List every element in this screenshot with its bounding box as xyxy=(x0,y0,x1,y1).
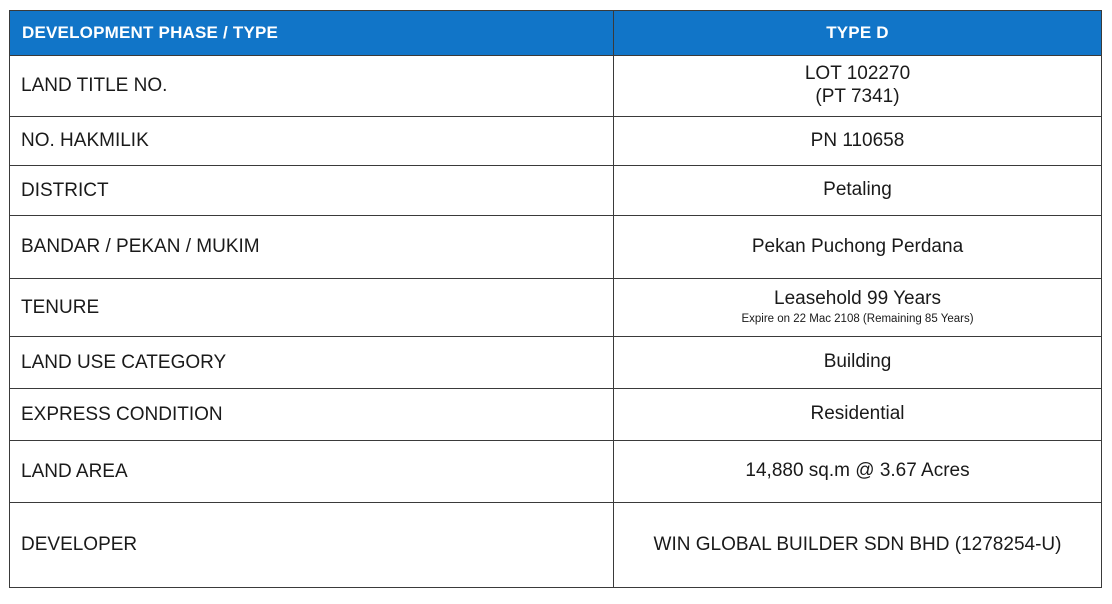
row-value-express: Residential xyxy=(614,389,1102,441)
table-row xyxy=(10,389,1102,441)
row-value-district: Petaling xyxy=(614,166,1102,216)
row-value-land-title xyxy=(614,56,1102,117)
land-title-lot: LOT 102270 xyxy=(804,63,911,85)
land-title-pt: (PT 7341) xyxy=(815,86,900,107)
row-label-district: DISTRICT xyxy=(10,166,614,216)
table-row xyxy=(10,279,1102,337)
table-row xyxy=(10,56,1102,117)
row-value-hakmilik: PN 110658 xyxy=(614,117,1102,166)
table-row xyxy=(10,503,1102,588)
table-row xyxy=(10,441,1102,503)
row-label-developer: DEVELOPER xyxy=(10,503,614,588)
row-value-developer: WIN GLOBAL BUILDER SDN BHD (1278254-U) xyxy=(614,503,1102,588)
row-label-land-use: LAND USE CATEGORY xyxy=(10,337,614,389)
table-row xyxy=(10,216,1102,279)
table-row xyxy=(10,117,1102,166)
table-row xyxy=(10,337,1102,389)
tenure-value: Leasehold 99 Years xyxy=(774,288,941,310)
row-value-land-use: Building xyxy=(614,337,1102,389)
row-label-bandar: BANDAR / PEKAN / MUKIM xyxy=(10,216,614,279)
tenure-note: Expire on 22 Mac 2108 (Remaining 85 Years) xyxy=(741,313,974,325)
header-type-d: TYPE D xyxy=(614,11,1102,56)
row-label-hakmilik: NO. HAKMILIK xyxy=(10,117,614,166)
table-header xyxy=(10,11,1102,56)
row-label-land-title: LAND TITLE NO. xyxy=(10,56,614,117)
header-phase-type: DEVELOPMENT PHASE / TYPE xyxy=(10,11,614,56)
row-value-tenure xyxy=(614,279,1102,337)
row-label-express: EXPRESS CONDITION xyxy=(10,389,614,441)
row-label-land-area: LAND AREA xyxy=(10,441,614,503)
row-value-bandar: Pekan Puchong Perdana xyxy=(614,216,1102,279)
land-info-table xyxy=(9,10,1102,588)
table-row xyxy=(10,166,1102,216)
row-value-land-area: 14,880 sq.m @ 3.67 Acres xyxy=(614,441,1102,503)
row-label-tenure: TENURE xyxy=(10,279,614,337)
